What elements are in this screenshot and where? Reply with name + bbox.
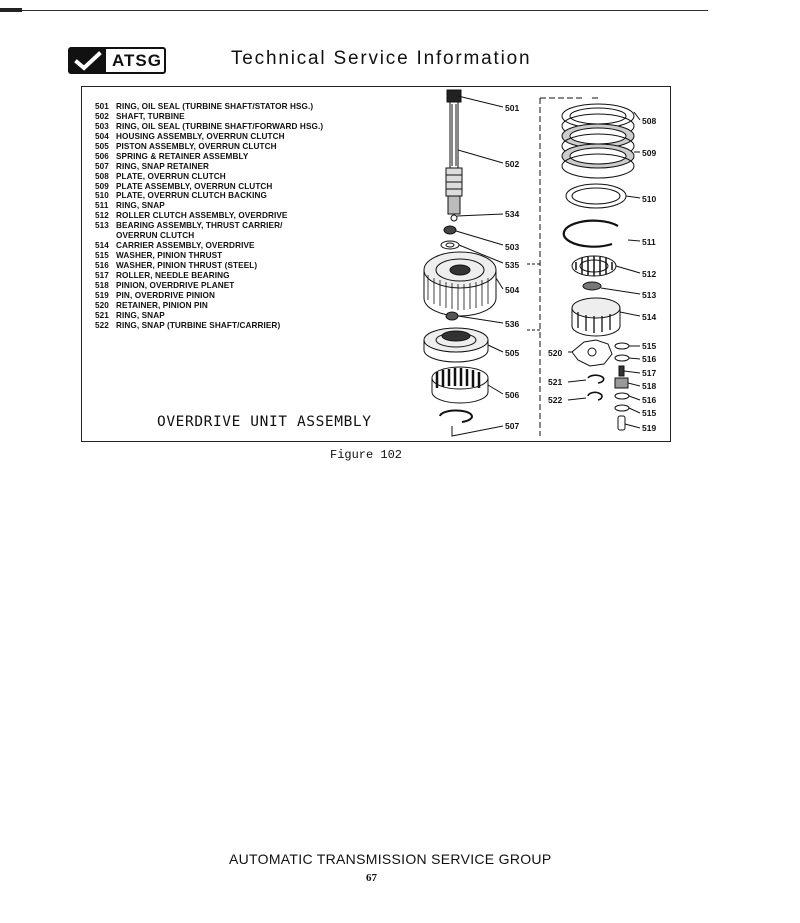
callout-536: 536 (505, 319, 520, 329)
snap-ring-521 (588, 375, 604, 383)
callout-535: 535 (505, 260, 520, 270)
list-item: 520 RETAINER, PINION PIN (95, 300, 208, 310)
list-item: 501 RING, OIL SEAL (TURBINE SHAFT/STATOR HSG.) (95, 102, 314, 111)
part-534 (451, 215, 457, 221)
callout-511: 511 (642, 237, 656, 247)
piston-505 (424, 328, 488, 362)
page-title: Technical Service Information (231, 48, 532, 69)
callout-516a: 516 (642, 354, 657, 364)
snap-ring-507 (440, 410, 472, 422)
list-item: 509 PLATE ASSEMBLY, OVERRUN CLUTCH (95, 181, 273, 191)
callout-519: 519 (642, 423, 657, 433)
retainer-520 (572, 340, 612, 366)
list-item: 518 PINION, OVERDRIVE PLANET (95, 280, 235, 290)
list-item: 516 WASHER, PINION THRUST (STEEL) (95, 261, 258, 270)
carrier-514 (572, 298, 620, 336)
callout-503: 503 (505, 242, 520, 252)
callout-515b: 515 (642, 408, 657, 418)
assembly-title: OVERDRIVE UNIT ASSEMBLY (157, 414, 372, 430)
washer-515 (615, 343, 629, 349)
list-item: 521 RING, SNAP (95, 310, 165, 320)
list-item: 522 RING, SNAP (TURBINE SHAFT/CARRIER) (95, 320, 281, 330)
part-535 (441, 241, 459, 249)
callout-517: 517 (642, 368, 657, 378)
turbine-shaft-502 (446, 102, 462, 214)
footer-org: AUTOMATIC TRANSMISSION SERVICE GROUP (229, 851, 552, 867)
figure-caption: Figure 102 (330, 448, 403, 462)
callout-514: 514 (642, 312, 657, 322)
part-536 (446, 312, 458, 320)
bearing-513 (583, 282, 601, 290)
callout-534: 534 (505, 209, 520, 219)
part-503 (444, 226, 456, 234)
callout-518: 518 (642, 381, 657, 391)
list-item: 514 CARRIER ASSEMBLY, OVERDRIVE (95, 241, 255, 251)
callout-501: 501 (505, 103, 520, 113)
list-item: 517 ROLLER, NEEDLE BEARING (95, 270, 230, 280)
callout-522: 522 (548, 395, 563, 405)
washer-516b (615, 393, 629, 399)
page-number: 67 (366, 872, 377, 884)
roller-517 (619, 366, 624, 376)
list-item: 502 SHAFT, TURBINE (95, 111, 185, 121)
callout-505: 505 (505, 348, 520, 358)
callout-502: 502 (505, 159, 520, 169)
callout-516b: 516 (642, 395, 657, 405)
list-item: 515 WASHER, PINION THRUST (95, 251, 223, 261)
callout-504: 504 (505, 285, 520, 295)
snap-ring-511 (564, 221, 618, 247)
list-item: 504 HOUSING ASSEMBLY, OVERRUN CLUTCH (95, 131, 285, 141)
washer-516 (615, 355, 629, 361)
list-item: 519 PIN, OVERDRIVE PINION (95, 290, 216, 300)
callout-507: 507 (505, 421, 520, 431)
callout-509: 509 (642, 148, 657, 158)
callout-510: 510 (642, 194, 657, 204)
callout-521: 521 (548, 377, 563, 387)
list-item: 510 PLATE, OVERRUN CLUTCH BACKING (95, 191, 268, 201)
logo-text: ATSG (112, 50, 162, 70)
callout-513: 513 (642, 290, 657, 300)
list-item: 511 RING, SNAP (95, 201, 165, 211)
list-item: 508 PLATE, OVERRUN CLUTCH (95, 171, 226, 181)
list-item: 513 BEARING ASSEMBLY, THRUST CARRIER/ (95, 221, 283, 231)
snap-ring-522 (588, 392, 602, 400)
list-item: 512 ROLLER CLUTCH ASSEMBLY, OVERDRIVE (95, 211, 288, 221)
list-item: 507 RING, SNAP RETAINER (95, 161, 210, 171)
roller-clutch-512 (572, 256, 616, 276)
overrun-housing-504 (424, 252, 496, 316)
callout-520: 520 (548, 348, 563, 358)
list-item: 505 PISTON ASSEMBLY, OVERRUN CLUTCH (95, 141, 277, 151)
callout-508: 508 (642, 116, 657, 126)
clutch-plates-508-509 (562, 104, 634, 178)
callout-515a: 515 (642, 341, 657, 351)
washer-515b (615, 405, 629, 411)
list-item: 503 RING, OIL SEAL (TURBINE SHAFT/FORWARD HSG.) (95, 121, 324, 131)
callout-512: 512 (642, 269, 657, 279)
pinion-518 (615, 378, 628, 388)
pin-519 (618, 416, 625, 430)
list-item: OVERRUN CLUTCH (116, 231, 195, 241)
callout-506: 506 (505, 390, 520, 400)
spring-retainer-506 (432, 367, 488, 403)
list-item: 506 SPRING & RETAINER ASSEMBLY (95, 151, 249, 161)
